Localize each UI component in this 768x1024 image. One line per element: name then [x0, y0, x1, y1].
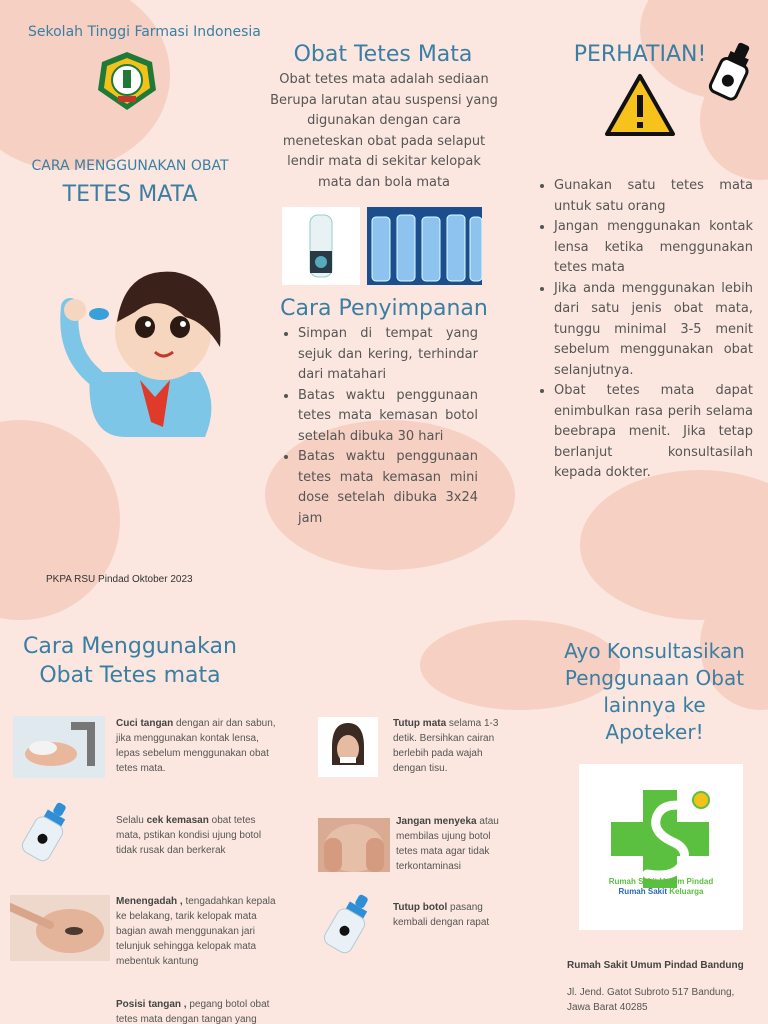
step-check-package — [116, 813, 281, 858]
dropper-bottle-icon — [20, 800, 75, 862]
step-bold-label: cek kemasan — [146, 815, 209, 826]
list-item: • Jika anda menggunakan lebih dari satu jenis obat mata, tunggu minimal 3-5 menit sebelum menggunakan obat selanjutnya. — [554, 279, 753, 382]
child-illustration — [55, 262, 235, 437]
step-photo-tilt-head — [10, 895, 110, 961]
how-to-title-line1: Cara Menggunakan — [23, 634, 237, 659]
step-no-rub — [396, 814, 508, 874]
hospital-name: Rumah Sakit Umum Pindad Bandung — [567, 960, 744, 971]
dropper-bottle-icon — [322, 892, 377, 954]
step-text: pegang botol obat tetes mata dengan tangan yang — [116, 999, 270, 1024]
list-item: • Batas waktu penggunaan tetes mata kemasan mini dose setelah dibuka 3x24 jam — [298, 447, 478, 529]
step-text: dengan air dan sabun, jika menggunakan kontak lensa, lepas sebelum menggunakan obat tetes mata. — [116, 718, 276, 774]
attention-list — [536, 176, 753, 484]
footer-note: PKPA RSU Pindad Oktober 2023 — [46, 574, 193, 585]
product-photo-bottle — [282, 207, 360, 285]
section-title-storage: Cara Penyimpanan — [280, 296, 488, 321]
logo-text-2b: Keluarga — [669, 887, 704, 896]
step-photo-wash-hands — [13, 716, 105, 778]
step-wash-hands — [116, 716, 281, 776]
eyedrop-bottle-icon — [708, 40, 758, 104]
step-photo-close-eyes — [318, 717, 378, 777]
step-bold-label: Posisi tangan , — [116, 999, 187, 1010]
step-hand-position — [116, 997, 281, 1024]
hospital-logo-card — [579, 764, 743, 930]
step-bold-label: Jangan menyeka — [396, 816, 477, 827]
logo-text-1: Rumah Sakit Umum Pindad — [608, 877, 714, 886]
step-bold-label: Tutup mata — [393, 718, 447, 729]
step-text: selama 1-3 detik. Bersihkan cairan berlebih pada wajah dengan tisu. — [393, 718, 499, 774]
section-title-attention: PERHATIAN! — [573, 42, 707, 67]
list-item: • Gunakan satu tetes mata untuk satu orang — [554, 176, 753, 217]
product-photo-minidose — [367, 207, 482, 285]
step-text: tengadahkan kepala ke belakang, tarik kelopak mata bagian awah menggunakan jari telunjuk sehingga kelopak mata mebentuk kantung — [116, 896, 276, 967]
step-text: atau membilas ujung botol tetes mata agar tidak terkontaminasi — [396, 816, 499, 872]
step-text: pasang kembali dengan rapat — [393, 902, 490, 928]
section-title-obat: Obat Tetes Mata — [293, 42, 473, 67]
description-paragraph: Obat tetes mata adalah sediaan Berupa larutan atau suspensi yang digunakan dengan cara meneteskan obat pada selaput lendir mata di sekitar kelopak mata dan bola mata — [270, 72, 498, 190]
list-item: • Jangan menggunakan kontak lensa ketika menggunakan tetes mata — [554, 217, 753, 279]
consult-title: Ayo Konsultasikan Penggunaan Obat lainnya ke Apoteker! — [564, 639, 745, 744]
storage-list — [280, 324, 478, 529]
step-text: obat tetes mata, pstikan kondisi ujung botol tidak rusak dan berkerak — [116, 815, 262, 856]
list-item: • Obat tetes mata dapat enimbulkan rasa perih selama beebrapa menit. Jika tetap berlanjut konsultasilah kepada dokter. — [554, 381, 753, 484]
logo-text-2a: Rumah Sakit — [618, 887, 667, 896]
list-item: • Batas waktu penggunaan tetes mata kemasan botol setelah dibuka 30 hari — [298, 386, 478, 448]
step-close-eyes — [393, 716, 508, 776]
how-to-title-line2: Obat Tetes mata — [39, 663, 221, 688]
step-bold-label: Cuci tangan — [116, 718, 174, 729]
bg-blob — [0, 420, 120, 620]
list-item: • Simpan di tempat yang sejuk dan kering, terhindar dari matahari — [298, 324, 478, 386]
step-tilt-head — [116, 894, 281, 969]
subtitle: CARA MENGGUNAKAN OBAT — [31, 158, 229, 174]
page-title: TETES MATA — [62, 182, 198, 207]
step-bold-label: Menengadah , — [116, 896, 183, 907]
school-name: Sekolah Tinggi Farmasi Indonesia — [28, 24, 261, 40]
hospital-address: Jl. Jend. Gatot Subroto 517 Bandung, Jawa Barat 40285 — [567, 987, 735, 1013]
logo-text-2 — [579, 887, 743, 896]
step-text-pre: Selalu — [116, 815, 147, 826]
step-bold-label: Tutup botol — [393, 902, 448, 913]
how-to-title — [10, 632, 250, 690]
warning-icon — [604, 73, 676, 137]
step-photo-no-rub — [318, 818, 390, 872]
step-close-bottle — [393, 900, 508, 930]
school-logo — [96, 50, 158, 112]
